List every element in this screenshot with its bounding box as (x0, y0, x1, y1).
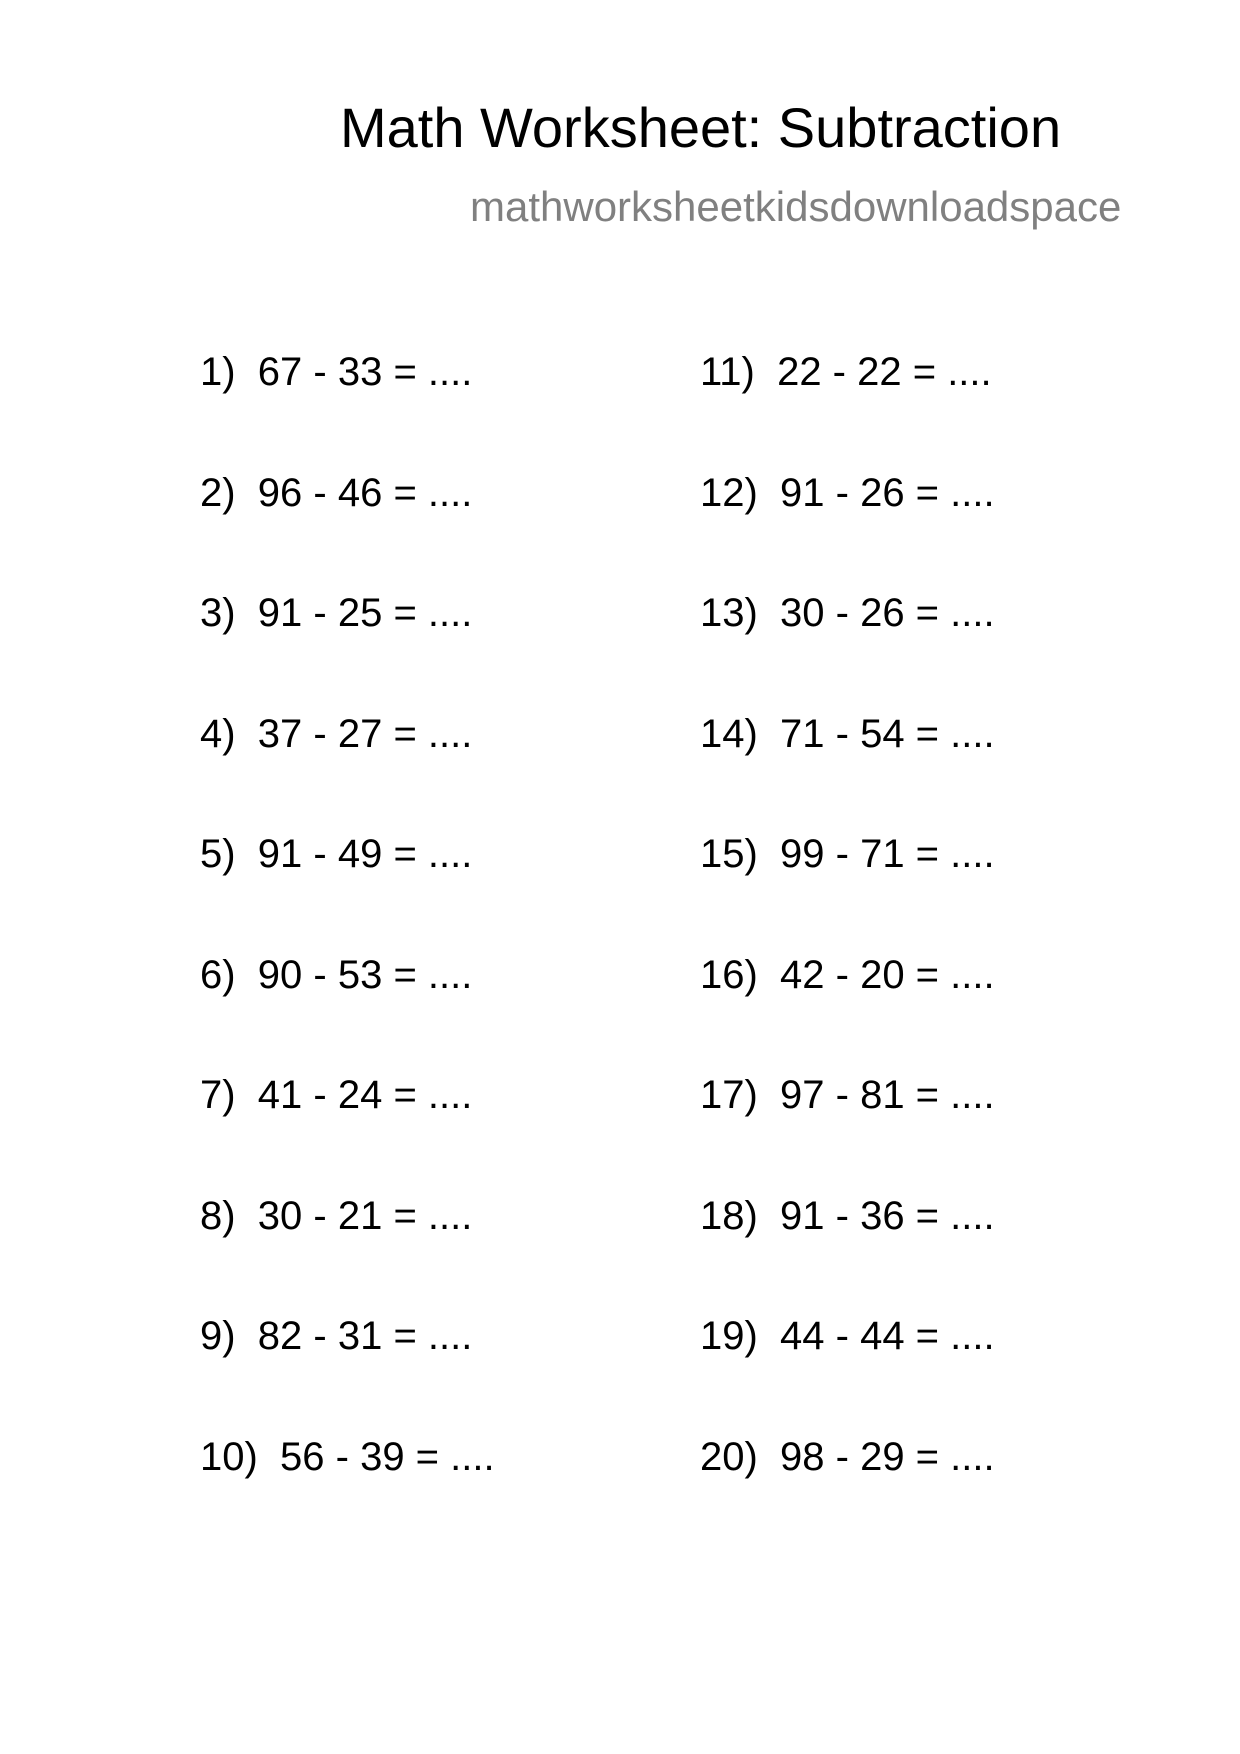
problem-item: 18) 91 - 36 = .... (700, 1193, 995, 1238)
problem-item: 1) 67 - 33 = .... (200, 350, 473, 394)
problem-item: 2) 96 - 46 = .... (200, 470, 473, 515)
problem-item: 8) 30 - 21 = .... (200, 1193, 473, 1238)
problem-item: 5) 91 - 49 = .... (200, 832, 473, 876)
problem-item: 14) 71 - 54 = .... (700, 711, 995, 756)
problem-item: 3) 91 - 25 = .... (200, 591, 473, 635)
problem-item: 17) 97 - 81 = .... (700, 1073, 995, 1117)
problem-item: 19) 44 - 44 = .... (700, 1314, 995, 1358)
problem-item: 10) 56 - 39 = .... (200, 1434, 495, 1479)
site-subtitle: mathworksheetkidsdownloadspace (470, 183, 1122, 230)
problem-item: 15) 99 - 71 = .... (700, 832, 995, 876)
problem-item: 16) 42 - 20 = .... (700, 952, 995, 997)
problem-item: 11) 22 - 22 = .... (700, 350, 992, 394)
page-title: Math Worksheet: Subtraction (340, 96, 1062, 159)
problem-item: 7) 41 - 24 = .... (200, 1073, 473, 1117)
problem-item: 4) 37 - 27 = .... (200, 711, 473, 756)
problem-list-left (200, 348, 620, 1553)
problem-item: 13) 30 - 26 = .... (700, 591, 995, 635)
problem-item: 9) 82 - 31 = .... (200, 1314, 473, 1358)
problem-item: 6) 90 - 53 = .... (200, 952, 473, 997)
problem-list-right (700, 348, 1120, 1553)
problem-item: 20) 98 - 29 = .... (700, 1434, 995, 1479)
problem-item: 12) 91 - 26 = .... (700, 470, 995, 515)
